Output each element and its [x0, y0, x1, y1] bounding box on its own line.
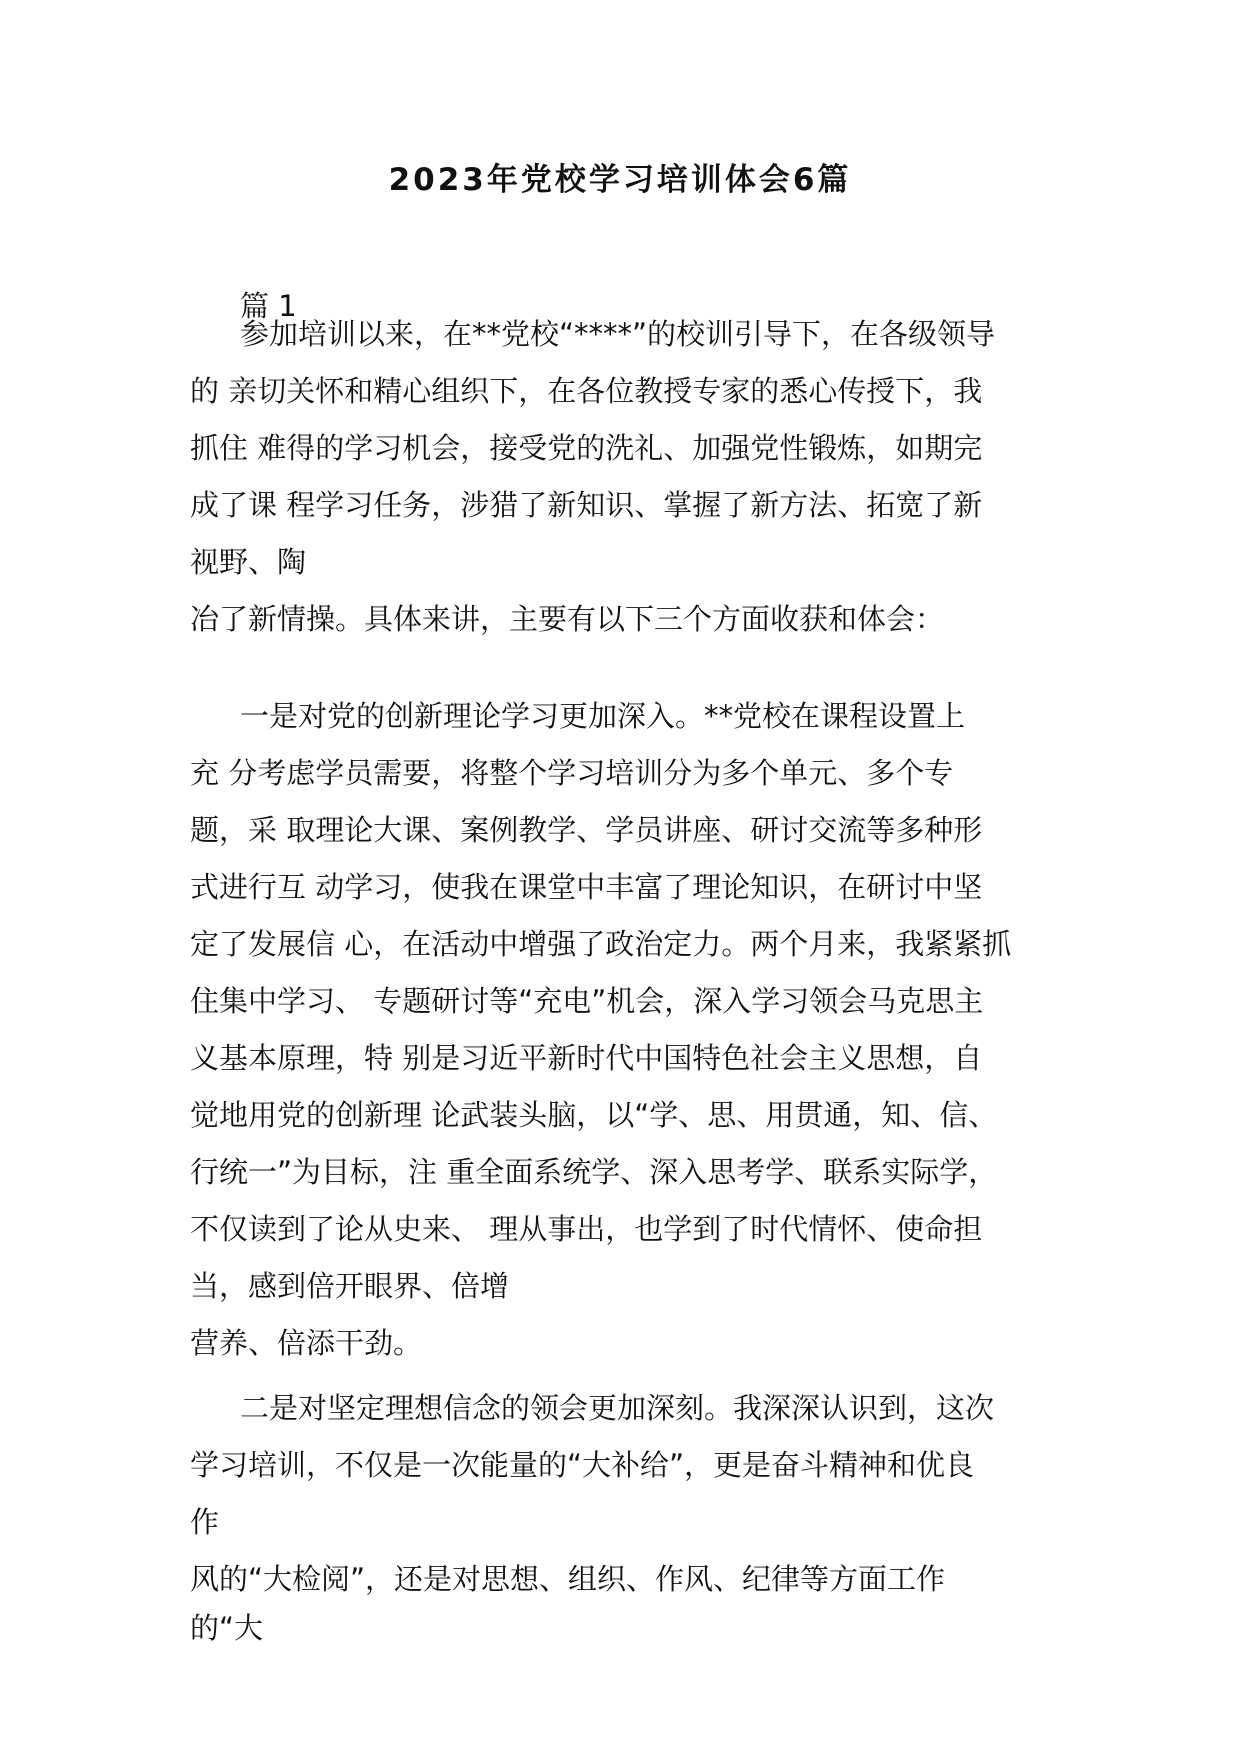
paragraph-line: 题，采 取理论大课、案例教学、学员讲座、研讨交流等多种形	[190, 813, 983, 847]
paragraph-line: 行统一”为目标，注 重全面系统学、深入思考学、联系实际学，	[190, 1155, 998, 1189]
paragraph-3	[190, 1380, 1070, 1648]
paragraph-line: 成了课 程学习任务，涉猎了新知识、掌握了新方法、拓宽了新	[190, 488, 983, 522]
paragraph-line: 式进行互 动学习，使我在课堂中丰富了理论知识，在研讨中坚	[190, 870, 983, 904]
paragraph-line: 住集中学习、 专题研讨等“充电”机会，深入学习领会马克思主	[190, 984, 984, 1018]
paragraph-line: 抓住 难得的学习机会，接受党的洗礼、加强党性锻炼，如期完	[190, 431, 983, 465]
paragraph-line: 不仅读到了论从史来、 理从事出，也学到了时代情怀、使命担	[190, 1212, 983, 1246]
section-label: 篇 1	[240, 289, 297, 323]
paragraph-1	[190, 306, 1070, 648]
paragraph-line: 一是对党的创新理论学习更加深入。**党校在课程设置上	[240, 699, 966, 733]
paragraph-line: 的“大	[190, 1611, 264, 1645]
paragraph-line: 当，感到倍开眼界、倍增	[190, 1269, 510, 1303]
paragraph-line: 的 亲切关怀和精心组织下，在各位教授专家的悉心传授下，我	[190, 374, 983, 408]
paragraph-line: 风的“大检阅”，还是对思想、组织、作风、纪律等方面工作	[190, 1562, 946, 1596]
paragraph-line: 营养、倍添干劲。	[190, 1326, 423, 1360]
paragraph-line: 觉地用党的创新理 论武装头脑，以“学、思、用贯通，知、信、	[190, 1098, 998, 1132]
paragraph-line: 定了发展信 心，在活动中增强了政治定力。两个月来，我紧紧抓	[190, 927, 1012, 961]
paragraph-line: 参加培训以来，在**党校“****”的校训引导下，在各级领导	[240, 317, 996, 351]
paragraph-line: 充 分考虑学员需要，将整个学习培训分为多个单元、多个专	[190, 756, 954, 790]
paragraph-line: 视野、陶	[190, 545, 307, 579]
paragraph-line: 冶了新情操。具体来讲，主要有以下三个方面收获和体会：	[190, 602, 945, 636]
paragraph-line: 学习培训，不仅是一次能量的“大补给”，更是奋斗精神和优良	[190, 1448, 975, 1482]
paragraph-line: 义基本原理，特 别是习近平新时代中国特色社会主义思想，自	[190, 1041, 983, 1075]
paragraph-line: 作	[190, 1505, 220, 1539]
paragraph-2	[190, 688, 1070, 1372]
paragraph-line: 二是对坚定理想信念的领会更加深刻。我深深认识到，这次	[240, 1391, 995, 1425]
document-title: 2023年党校学习培训体会6篇	[388, 162, 852, 198]
